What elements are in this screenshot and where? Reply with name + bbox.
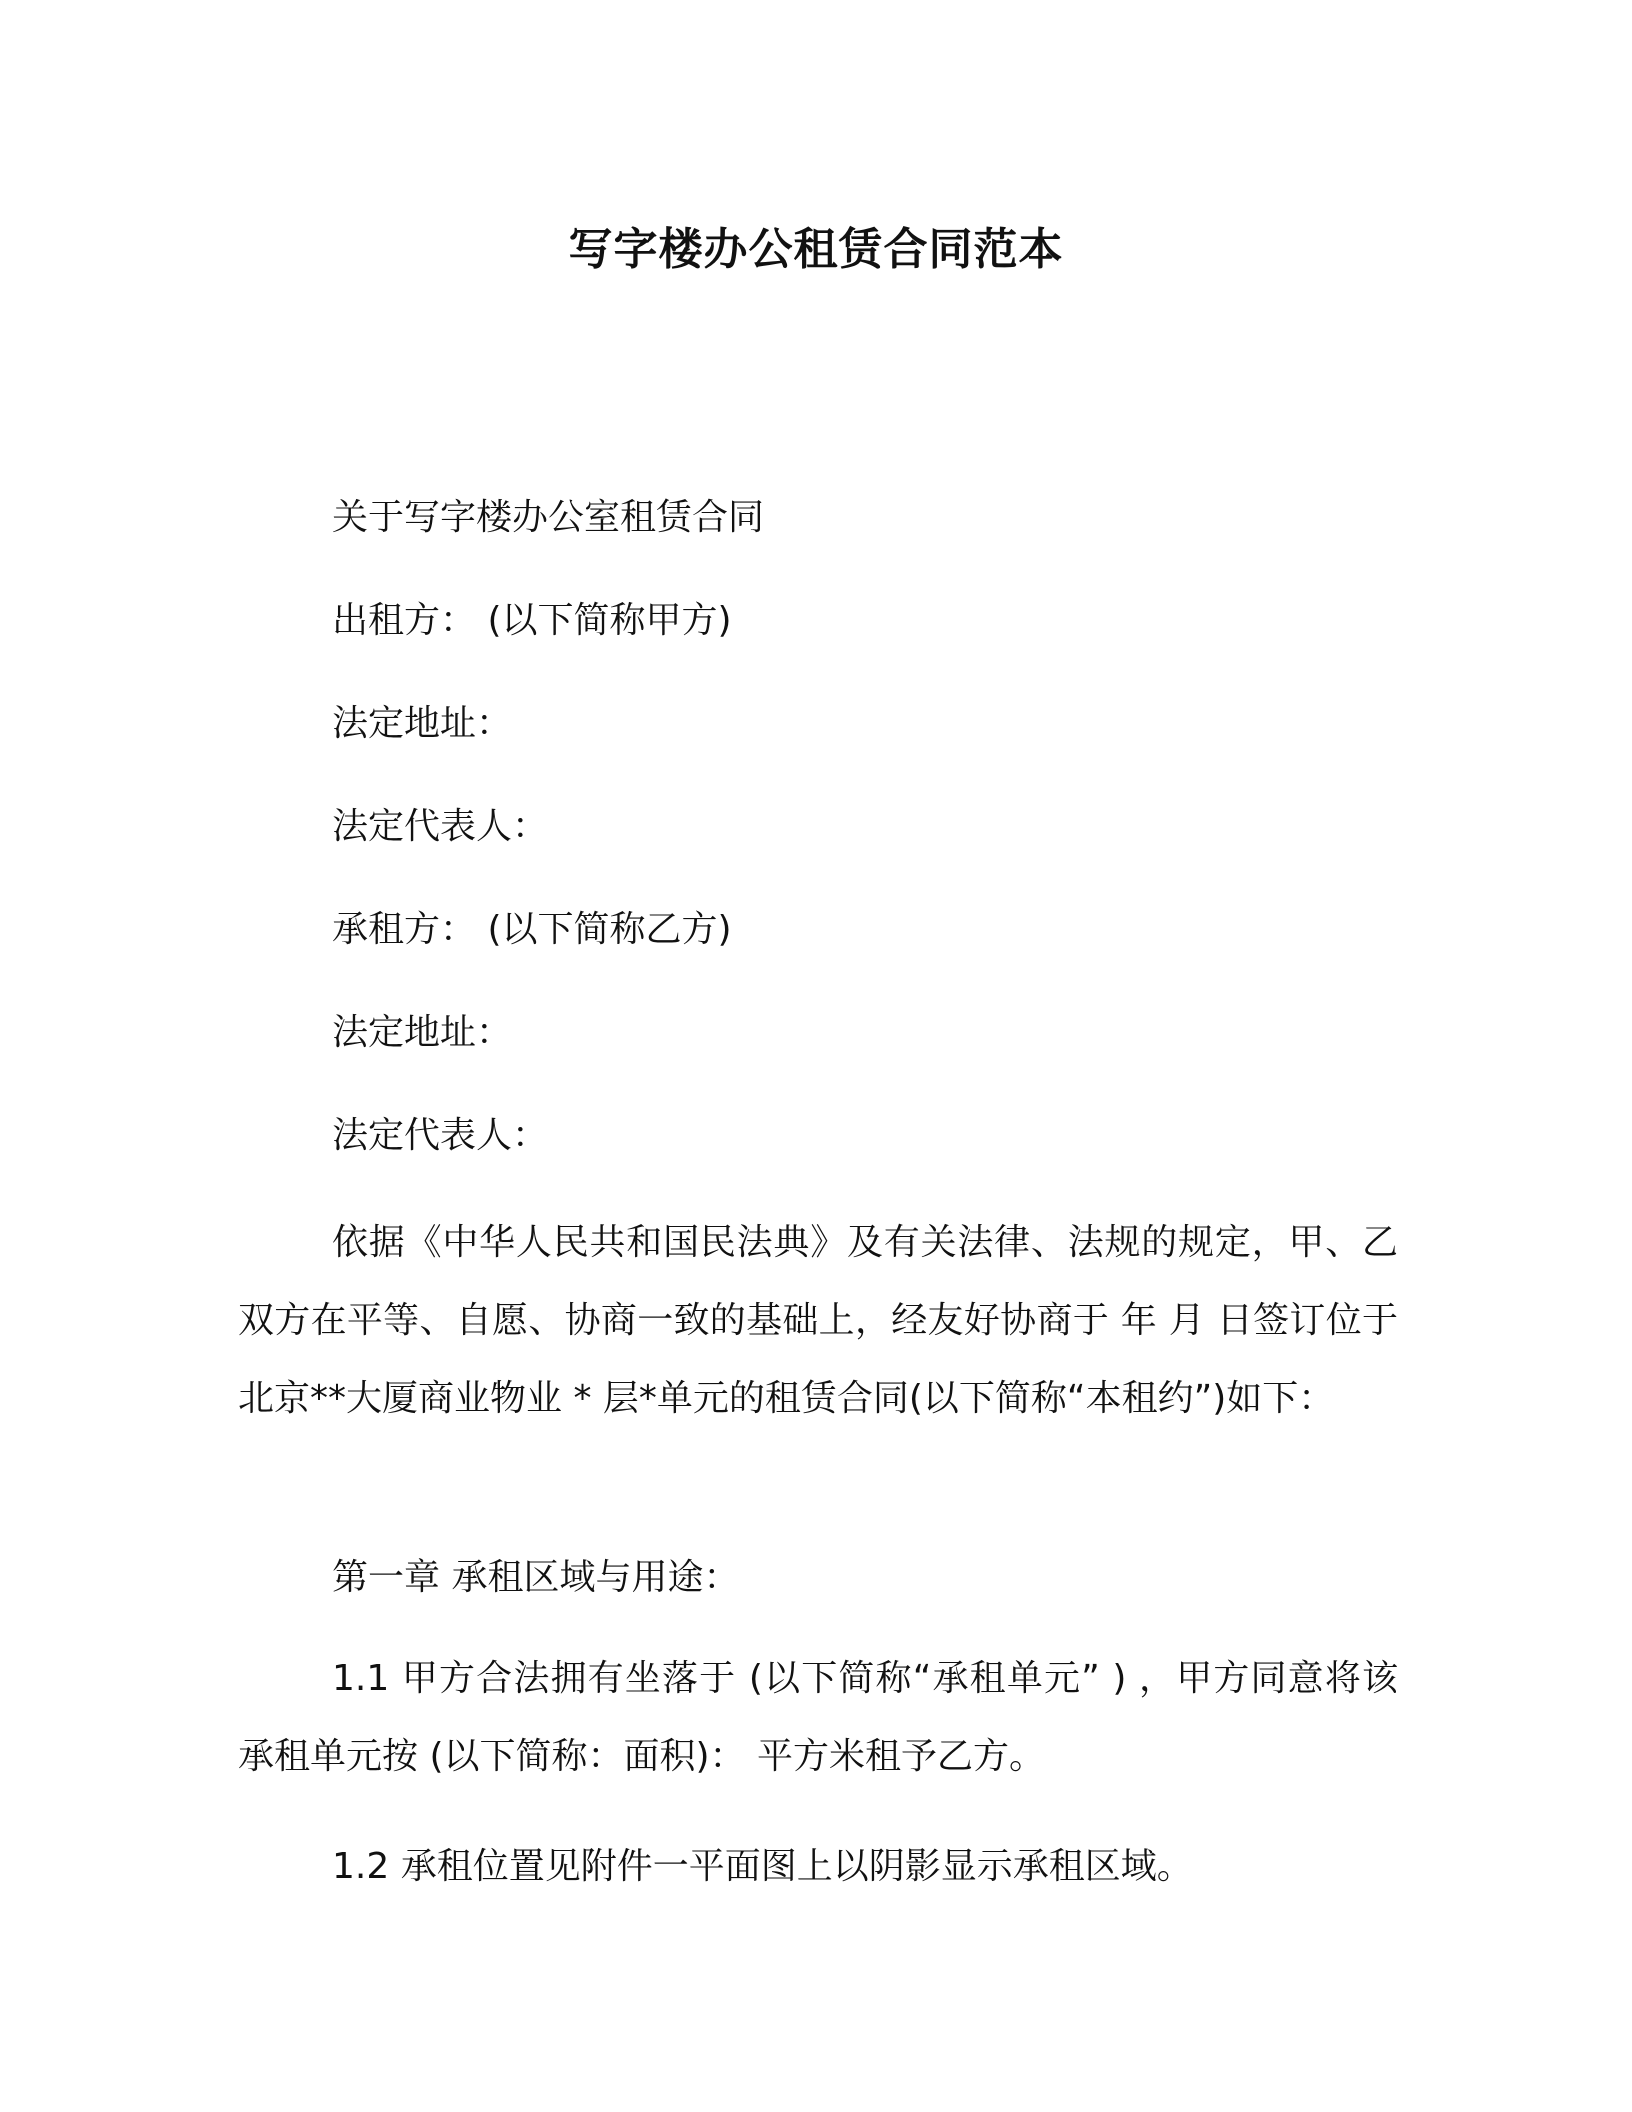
- document-subtitle: 关于写字楼办公室租赁合同: [332, 497, 765, 538]
- lessor-line: 出租方： (以下简称甲方): [332, 600, 732, 641]
- lessee-representative-line: 法定代表人：: [332, 1115, 549, 1156]
- preamble-paragraph: 依据《中华人民共和国民法典》及有关法律、法规的规定，甲、乙双方在平等、自愿、协商一致的基础上，经友好协商于 年 月 日签订位于 北京**大厦商业物业 * 层*单元的租赁合同(以下简称“本租约”)如下：: [238, 1222, 1398, 1419]
- clause-1-2: 1.2 承租位置见附件一平面图上以阴影显示承租区域。: [332, 1846, 1193, 1887]
- lessor-address-line: 法定地址：: [332, 703, 513, 744]
- clause-1-1: 1.1 甲方合法拥有坐落于 (以下简称“承租单元” ) ，甲方同意将该承租单元按 (以下简称：面积)： 平方米租予乙方。: [238, 1658, 1398, 1777]
- lessee-line: 承租方： (以下简称乙方): [332, 909, 732, 950]
- document-title: 写字楼办公租赁合同范本: [568, 224, 1064, 275]
- lessee-address-line: 法定地址：: [332, 1012, 513, 1053]
- chapter-1-heading: 第一章 承租区域与用途：: [332, 1557, 740, 1598]
- lessor-representative-line: 法定代表人：: [332, 806, 549, 847]
